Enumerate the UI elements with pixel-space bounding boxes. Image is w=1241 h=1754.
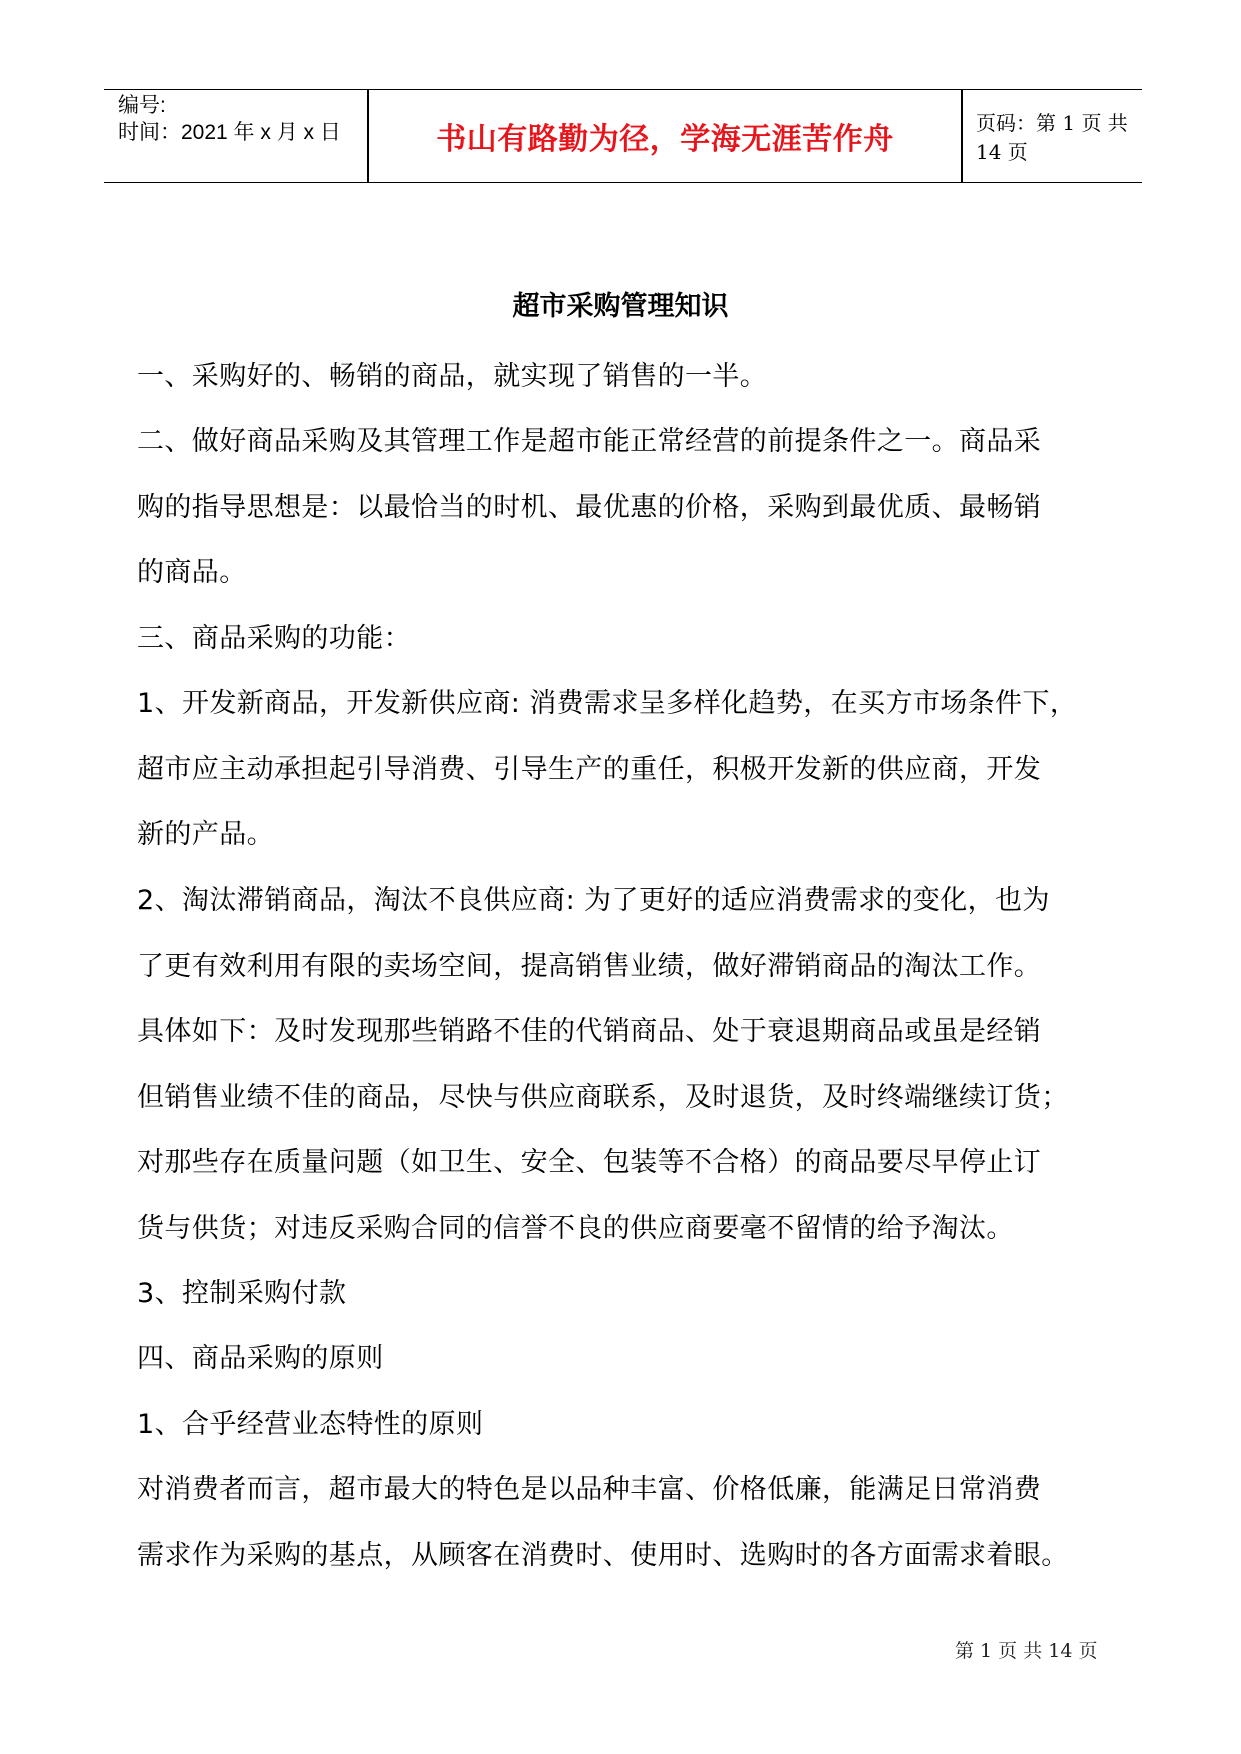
number-label: 编号:: [118, 94, 166, 117]
text-line: 了更有效利用有限的卖场空间，提高销售业绩，做好滞销商品的淘汰工作。: [137, 950, 1042, 982]
text-line: 一、采购好的、畅销的商品，就实现了销售的一半。: [137, 361, 768, 392]
text-line: 超市应主动承担起引导消费、引导生产的重任，积极开发新的供应商，开发: [137, 753, 1042, 785]
text-line: 具体如下：及时发现那些销路不佳的代销商品、处于衰退期商品或虽是经销: [137, 1016, 1042, 1047]
header-motto: 书山有路勤为径，学海无涯苦作舟: [436, 122, 894, 157]
paragraph: [137, 671, 1127, 868]
text-line: 对那些存在质量问题（如卫生、安全、包装等不合格）的商品要尽早停止订: [137, 1147, 1042, 1178]
paragraph: [137, 1261, 1127, 1327]
page-footer: 第 1 页 共 14 页: [955, 1640, 1098, 1662]
paragraph: [137, 606, 1127, 672]
text-line: 1、开发新商品，开发新供应商: 消费需求呈多样化趋势，在买方市场条件下，: [137, 688, 1078, 719]
paragraph: [137, 1392, 1127, 1458]
header-page-code: 页码：第 1 页 共 14 页: [976, 111, 1128, 164]
text-line: 1、合乎经营业态特性的原则: [137, 1409, 484, 1440]
text-line: 需求作为采购的基点，从顾客在消费时、使用时、选购时的各方面需求着眼。: [137, 1539, 1069, 1571]
text-line: 货与供货；对违反采购合同的信誉不良的供应商要毫不留情的给予淘汰。: [137, 1212, 1014, 1244]
text-line: 3、控制采购付款: [137, 1278, 347, 1309]
text-line: 但销售业绩不佳的商品，尽快与供应商联系，及时退货，及时终端继续订货；: [137, 1081, 1069, 1113]
text-line: 2、淘汰滞销商品，淘汰不良供应商: 为了更好的适应消费需求的变化，也为: [137, 885, 1050, 916]
page-header: [104, 89, 1142, 183]
text-line: 新的产品。: [137, 819, 274, 850]
paragraph: [137, 344, 1127, 410]
document-title: 超市采购管理知识: [512, 291, 729, 322]
header-meta: [118, 92, 358, 146]
text-line: 二、做好商品采购及其管理工作是超市能正常经营的前提条件之一。商品采: [137, 426, 1042, 457]
text-line: 三、商品采购的功能：: [137, 623, 411, 654]
text-line: 四、商品采购的原则: [137, 1343, 384, 1374]
text-line: 对消费者而言，超市最大的特色是以品种丰富、价格低廉，能满足日常消费: [137, 1474, 1042, 1505]
paragraph: [137, 1326, 1127, 1392]
paragraph: [137, 868, 1127, 1261]
time-label: 时间：2021 年 x 月 x 日: [118, 121, 341, 144]
text-line: 的商品。: [137, 557, 247, 588]
header-divider: [961, 90, 963, 182]
paragraph: [137, 1457, 1127, 1588]
text-line: 购的指导思想是：以最恰当的时机、最优惠的价格，采购到最优质、最畅销: [137, 491, 1042, 523]
paragraph: [137, 409, 1127, 606]
